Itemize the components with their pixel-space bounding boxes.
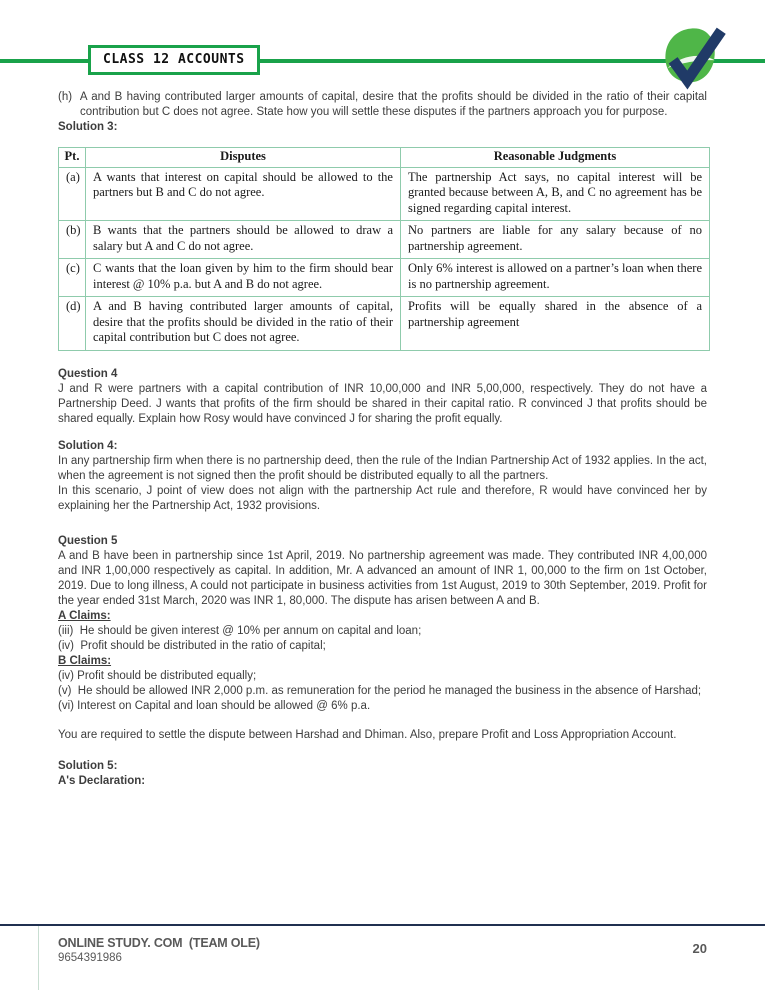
document-body <box>58 90 707 789</box>
table-row <box>59 297 710 351</box>
solution5-subheading: A's Declaration: <box>58 774 146 787</box>
a-claim-item: (iii) He should be given interest @ 10% per annum on capital and loan; <box>58 624 422 637</box>
footer-divider <box>0 924 765 926</box>
table-header-row <box>59 148 710 168</box>
solution4-heading: Solution 4: <box>58 439 118 452</box>
pt-cell: (b) <box>59 221 86 259</box>
b-claim-item: (vi) Interest on Capital and loan should be allowed @ 6% p.a. <box>58 699 371 712</box>
b-claims-heading: B Claims: <box>58 654 112 667</box>
footer-org-name: ONLINE STUDY. COM (TEAM OLE) <box>58 936 260 950</box>
class-badge: CLASS 12 ACCOUNTS <box>88 45 260 75</box>
table-row <box>59 221 710 259</box>
closing-paragraph: You are required to settle the dispute between Harshad and Dhiman. Also, prepare Profit and Loss Appropriation Account. <box>58 728 677 741</box>
pt-cell: (a) <box>59 167 86 221</box>
solution4-para2: In this scenario, J point of view does not align with the partnership Act rule and therefore, R would have convinced her by explaining her the Partnership Act, 1932 provisions. <box>58 484 707 512</box>
table-header-pt: Pt. <box>59 148 86 168</box>
footer <box>58 936 707 964</box>
judgment-cell: Only 6% interest is allowed on a partner’s loan when there is no partnership agreement. <box>401 259 710 297</box>
solution4-para1: In any partnership firm when there is no partnership deed, then the rule of the Indian Partnership Act of 1932 applies. In the act, when the agreement is not signed then the profit should be distributed equally to all the partners. <box>58 454 707 482</box>
question4-heading: Question 4 <box>58 367 118 380</box>
disputes-table <box>58 147 710 351</box>
table-header-judgments: Reasonable Judgments <box>401 148 710 168</box>
a-claim-item: (iv) Profit should be distributed in the ratio of capital; <box>58 639 326 652</box>
logo-checkmark-icon <box>660 24 730 90</box>
intro-paragraph-h: (h) A and B having contributed larger amounts of capital, desire that the profits should be divided in the ratio of their capital contribution but C does not agree. State how you will settle these disputes if the partners approach you for purpose. <box>58 91 707 118</box>
question5-heading: Question 5 <box>58 534 118 547</box>
a-claims-heading: A Claims: <box>58 609 111 622</box>
question4-body: J and R were partners with a capital contribution of INR 10,00,000 and INR 5,00,000, respectively. They do not have a Partnership Deed. J wants that profits of the firm should be shared in their capital ratio. R convinced J that profits should be shared equally. Explain how Rosy would have convinced J for sharing the profit equally. <box>58 382 707 425</box>
judgment-cell: No partners are liable for any salary because of no partnership agreement. <box>401 221 710 259</box>
b-claim-item: (iv) Profit should be distributed equally; <box>58 669 257 682</box>
table-header-disputes: Disputes <box>86 148 401 168</box>
judgment-cell: Profits will be equally shared in the absence of a partnership agreement <box>401 297 710 351</box>
pt-cell: (d) <box>59 297 86 351</box>
footer-phone: 9654391986 <box>58 952 122 964</box>
table-row <box>59 167 710 221</box>
judgment-cell: The partnership Act says, no capital interest will be granted because between A, B, and C no agreement has be signed regarding capital interest. <box>401 167 710 221</box>
b-claim-item: (v) He should be allowed INR 2,000 p.m. as remuneration for the period he managed the business in the absence of Harshad; <box>58 684 702 697</box>
page-number: 20 <box>692 941 707 956</box>
solution3-heading: Solution 3: <box>58 121 118 133</box>
question5-body: A and B have been in partnership since 1st April, 2019. No partnership agreement was made. They contributed INR 4,00,000 and INR 1,00,000 respectively as capital. In addition, Mr. A advanced an amount of INR 1, 00,000 to the firm on 1st October, 2019. Due to long illness, A could not participate in business activities from 1st August, 2019 to 30th September, 2019. Profit for the year ended 31st March, 2020 was INR 1, 80,000. The dispute has arisen between A and B. <box>58 549 707 607</box>
footer-left-edge-line <box>38 926 39 990</box>
table-row <box>59 259 710 297</box>
dispute-cell: A and B having contributed larger amounts of capital, desire that the profits should be divided in the ratio of their capital contribution but C does not agree. <box>86 297 401 351</box>
dispute-cell: B wants that the partners should be allowed to draw a salary but A and C do not agree. <box>86 221 401 259</box>
pt-cell: (c) <box>59 259 86 297</box>
dispute-cell: A wants that interest on capital should be allowed to the partners but B and C do not agree. <box>86 167 401 221</box>
dispute-cell: C wants that the loan given by him to the firm should bear interest @ 10% p.a. but A and B do not agree. <box>86 259 401 297</box>
solution5-heading: Solution 5: <box>58 759 118 772</box>
